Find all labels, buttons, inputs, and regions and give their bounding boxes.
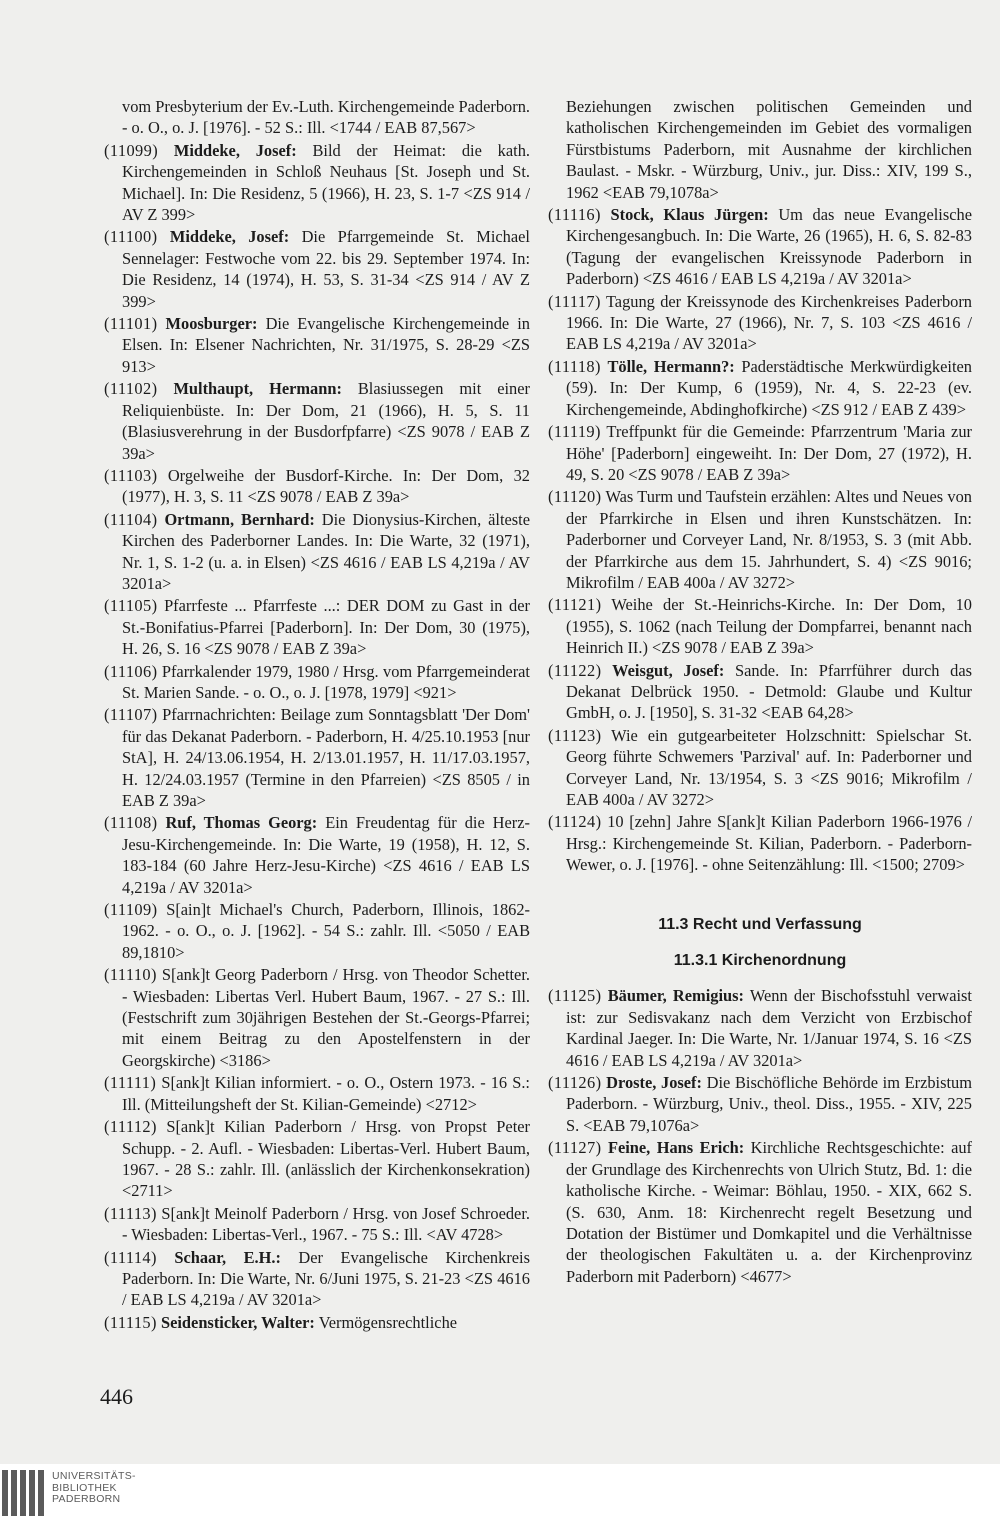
entry-text: Bild der Heimat: die kath. Kirchengemeinden in Schloß Neuhaus [St. Joseph und St. Michael]. In: Die Residenz, 5 (1966), H. 23, S. 1-7 <ZS 914 / AV Z 399>	[122, 140, 530, 225]
bibliography-entry	[548, 291, 972, 355]
bibliography-entry	[104, 1312, 530, 1333]
bibliography-entry	[548, 204, 972, 290]
entry-number: (11100)	[104, 227, 158, 247]
bibliography-entry	[548, 486, 972, 593]
entry-author: Seidensticker, Walter:	[160, 1312, 315, 1332]
entry-text: Orgelweihe der Busdorf-Kirche. In: Der Dom, 32 (1977), H. 3, S. 11 <ZS 9078 / EAB Z 39a>	[122, 465, 530, 507]
entry-number: (11123)	[548, 725, 602, 745]
entry-author: Ortmann, Bernhard:	[164, 509, 315, 529]
entry-text: Sande. In: Pfarrführer durch das Dekanat Delbrück 1950. - Detmold: Glaube und Kultur GmbH, o. J. [1950], S. 31-32 <EAB 64,28>	[566, 660, 972, 723]
entry-text: Weihe der St.-Heinrichs-Kirche. In: Der Dom, 10 (1955), S. 1062 (nach Teilung der Dompfarrei, benannt nach Heinrich II.) <ZS 9078 / EAB Z 39a>	[566, 595, 972, 658]
entry-text: S[ank]t Kilian Paderborn / Hrsg. von Propst Peter Schupp. - 2. Aufl. - Wiesbaden: Libertas-Verl. Hubert Baum, 1967. - 28 S.: zahlr. Ill. (anlässlich der Kirchenkonsekration) <2711>	[122, 1117, 530, 1201]
entry-number: (11111)	[104, 1073, 157, 1093]
bibliography-entry	[104, 465, 530, 508]
entry-continuation	[104, 96, 530, 139]
entry-text: Treffpunkt für die Gemeinde: Pfarrzentrum 'Maria zur Höhe' [Paderborn] eingeweiht. In: Der Dom, 27 (1972), H. 49, S. 20 <ZS 9078 / EAB Z 39a>	[566, 422, 972, 484]
entry-text: Ein Freudentag für die Herz-Jesu-Kirchengemeinde. In: Die Warte, 19 (1958), H. 12, S. 183-184 (60 Jahre Herz-Jesu-Kirche) <ZS 4616 / EAB LS 4,219a / AV 3201a>	[122, 813, 530, 897]
bibliography-entry	[548, 985, 972, 1071]
entry-number: (11126)	[548, 1073, 602, 1093]
entry-number: (11099)	[104, 140, 159, 160]
entry-text: S[ain]t Michael's Church, Paderborn, Illinois, 1862-1962. - o. O., o. J. [1962]. - 54 S.: zahlr. Ill. <5050 / EAB 89,1810>	[122, 900, 530, 962]
entry-number: (11119)	[548, 422, 601, 442]
entry-text: Die Dionysius-Kirchen, älteste Kirchen des Paderborner Landes. In: Die Warte, 32 (1971), Nr. 1, S. 1-2 (u. a. in Elsen) <ZS 4616 / EAB LS 4,219a / AV 3201a>	[122, 509, 530, 593]
entry-author: Middeke, Josef:	[169, 227, 290, 247]
right-column-entries	[548, 96, 972, 876]
bibliography-entry	[104, 226, 530, 312]
entry-text: 10 [zehn] Jahre S[ank]t Kilian Paderborn 1966-1976 / Hrsg.: Kirchengemeinde St. Kilian, Paderborn. - Paderborn-Wewer, o. J. [1976]. - ohne Seitenzählung: Ill. <1500; 2709>	[566, 812, 973, 875]
entry-number: (11107)	[104, 705, 158, 725]
entry-text: S[ank]t Georg Paderborn / Hrsg. von Theodor Schetter. - Wiesbaden: Libertas Verl. Hubert Baum, 1967. - 27 S.: Ill. (Festschrift zum 30jährigen Bestehen der St.-Georgs-Pfarrei; mit einem Beitrag zu den Apostelfenstern in der Georgskirche) <3186>	[122, 965, 530, 1070]
entry-text: S[ank]t Kilian informiert. - o. O., Ostern 1973. - 16 S.: Ill. (Mitteilungsheft der St. Kilian-Gemeinde) <2712>	[122, 1073, 530, 1114]
bibliography-entry	[104, 704, 530, 811]
entry-text: Um das neue Evangelische Kirchengesangbuch. In: Die Warte, 26 (1965), H. 6, S. 82-83 (Tagung der evangelischen Kreissynode Paderborn in Paderborn) <ZS 4616 / EAB LS 4,219a / AV 3201a>	[566, 205, 972, 289]
entry-number: (11127)	[548, 1138, 602, 1158]
library-name: UNIVERSITÄTS- BIBLIOTHEK PADERBORN	[52, 1470, 136, 1505]
entry-author: Stock, Klaus Jürgen:	[610, 205, 769, 225]
bibliography-entry	[104, 661, 530, 704]
entry-text: Wie ein gutgearbeiteter Holzschnitt: Spielschar St. Georg führte Schwemers 'Parzival' auf. In: Paderborner und Corveyer Land, Nr. 13/1954, S. 3 <ZS 9016; Mikrofilm / EAB 400a / AV 3272>	[566, 725, 972, 809]
entry-number: (11110)	[104, 965, 157, 985]
library-logo-icon	[2, 1470, 47, 1516]
bibliography-entry	[548, 1072, 972, 1136]
entry-number: (11112)	[104, 1117, 157, 1137]
entry-text: Vermögensrechtliche	[318, 1312, 458, 1332]
entry-number: (11118)	[548, 356, 601, 376]
section-heading: 11.3 Recht und Verfassung	[658, 915, 862, 933]
left-column	[104, 96, 530, 1334]
entry-author: Droste, Josef:	[606, 1073, 702, 1093]
entry-text: Kirchliche Rechtsgeschichte: auf der Grundlage des Kirchenrechts von Ulrich Stutz, Bd. 1: die katholische Kirche. - Weimar: Böhlau, 1950. - XIX, 662 S. (S. 630, Anm. 18: Kirchenrecht regelt Besetzung und Dotation der Bistümer und Domkapitel und die Verhältnisse der theologischen Fakultäten u. a. der Kirchenprovinz Paderborn mit Paderborn) <4677>	[566, 1138, 972, 1286]
bibliography-entry	[104, 1072, 530, 1115]
entry-number: (11114)	[104, 1247, 157, 1267]
entry-text: Die Pfarrgemeinde St. Michael Sennelager: Festwoche vom 22. bis 29. September 1974. In: Die Residenz, 14 (1974), H. 53, S. 31-34 <ZS 914 / AV Z 399>	[122, 227, 530, 311]
entry-number: (11109)	[104, 900, 158, 920]
bibliography-entry	[548, 811, 972, 875]
entry-author: Feine, Hans Erich:	[607, 1138, 745, 1158]
entry-number: (11103)	[104, 465, 158, 485]
bibliography-entry	[104, 812, 530, 898]
entry-text: Pfarrfeste ... Pfarrfeste ...: DER DOM zu Gast in der St.-Bonifatius-Pfarrei [Paderborn]. In: Der Dom, 30 (1975), H. 26, S. 16 <ZS 9078 / EAB Z 39a>	[122, 596, 530, 659]
entry-text: Was Turm und Taufstein erzählen: Altes und Neues von der Pfarrkirche in Elsen und ihren Kunstschätzen. In: Paderborner und Corveyer Land, Nr. 8/1953, S. 3 (mit Abb. der Pfarrkirche aus dem 15. Jahrhundert, S. 4) <ZS 9016; Mikrofilm / EAB 400a / AV 3272>	[566, 487, 972, 592]
bibliography-entry	[104, 1116, 530, 1202]
entry-number: (11113)	[104, 1203, 157, 1223]
bibliography-entry	[548, 660, 972, 724]
entry-author: Middeke, Josef:	[173, 140, 297, 160]
bibliography-entry	[104, 313, 530, 377]
bibliography-entry	[104, 140, 530, 226]
entry-number: (11121)	[548, 595, 602, 615]
bibliography-entry	[548, 421, 972, 485]
bibliography-entry	[104, 595, 530, 659]
entry-author: Ruf, Thomas Georg:	[165, 813, 318, 833]
bibliography-entry	[104, 899, 530, 963]
bibliography-entry	[104, 1247, 530, 1311]
bibliography-entry	[104, 964, 530, 1071]
entry-text: Paderstädtische Merkwürdigkeiten (59). In: Der Kump, 6 (1959), Nr. 4, S. 22-23 (ev. Kirchengemeinde, Abdinghofkirche) <ZS 912 / EAB Z 439>	[566, 356, 972, 419]
entry-text: Pfarrkalender 1979, 1980 / Hrsg. vom Pfarrgemeinderat St. Marien Sande. - o. O., o. J. [1978, 1979] <921>	[122, 661, 530, 702]
entry-author: Tölle, Hermann?:	[607, 356, 735, 376]
entry-number: (11124)	[548, 812, 602, 832]
entry-text: Die Evangelische Kirchengemeinde in Elsen. In: Elsener Nachrichten, Nr. 31/1975, S. 28-29 <ZS 913>	[122, 314, 531, 376]
bibliography-entry	[104, 509, 530, 595]
entry-number: (11102)	[104, 379, 158, 399]
entry-text: Beziehungen zwischen politischen Gemeinden und katholischen Kirchengemeinden im Gebiet des vormaligen Fürstbistums Paderborn, mit Ausnahme der kirchlichen Baulast. - Mskr. - Würzburg, Univ., jur. Diss.: XIV, 199 S., 1962 <EAB 79,1078a>	[566, 97, 972, 202]
entry-text: Die Bischöfliche Behörde im Erzbistum Paderborn. - Würzburg, Univ., theol. Diss., 1955. - XIV, 225 S. <EAB 79,1076a>	[566, 1073, 972, 1135]
entry-number: (11108)	[104, 813, 158, 833]
entry-number: (11115)	[104, 1312, 157, 1332]
entry-continuation	[548, 96, 972, 203]
right-column	[548, 96, 972, 1288]
entry-number: (11104)	[104, 509, 158, 529]
bibliography-entry	[548, 725, 972, 811]
entry-author: Moosburger:	[165, 314, 258, 334]
entry-text: Wenn der Bischofsstuhl verwaist ist: zur Sedisvakanz nach dem Verzicht von Erzbischof Kardinal Jaeger. In: Die Warte, Nr. 1/Januar 1974, S. 16 <ZS 4616 / EAB LS 4,219a / AV 3201a>	[566, 986, 972, 1070]
entry-text: Pfarrnachrichten: Beilage zum Sonntagsblatt 'Der Dom' für das Dekanat Paderborn. - Paderborn, H. 4/25.10.1953 [nur StA], H. 24/13.06.1954, H. 2/13.01.1957, H. 11/17.03.1957, H. 12/24.03.1957 (Termine in den Pfarreien) <ZS 8505 / in EAB Z 39a>	[122, 705, 530, 810]
entry-number: (11120)	[548, 487, 602, 507]
entry-number: (11101)	[104, 314, 158, 334]
entry-text: vom Presbyterium der Ev.-Luth. Kirchengemeinde Paderborn. - o. O., o. J. [1976]. - 52 S.: Ill. <1744 / EAB 87,567>	[122, 97, 530, 138]
entry-number: (11117)	[548, 291, 601, 311]
subsection-heading: 11.3.1 Kirchenordnung	[673, 952, 847, 970]
library-footer	[0, 1464, 1000, 1522]
entry-author: Weisgut, Josef:	[612, 660, 725, 680]
bibliography-entry	[548, 1137, 972, 1287]
entry-author: Multhaupt, Hermann:	[173, 379, 342, 399]
entry-author: Schaar, E.H.:	[174, 1247, 281, 1267]
bibliography-entry	[104, 378, 530, 464]
entry-number: (11105)	[104, 596, 158, 616]
entry-number: (11125)	[548, 986, 602, 1006]
bibliography-entry	[548, 594, 972, 658]
entry-number: (11106)	[104, 661, 158, 681]
right-column-entries-after	[548, 985, 972, 1287]
bibliography-entry	[104, 1203, 530, 1246]
entry-text: Der Evangelische Kirchenkreis Paderborn. In: Die Warte, Nr. 6/Juni 1975, S. 21-23 <ZS 4616 / EAB LS 4,219a / AV 3201a>	[122, 1247, 530, 1310]
entry-author: Bäumer, Remigius:	[607, 986, 744, 1006]
entry-number: (11122)	[548, 660, 602, 680]
entry-text: S[ank]t Meinolf Paderborn / Hrsg. von Josef Schroeder. - Wiesbaden: Libertas-Verl., 1967. - 75 S.: Ill. <AV 4728>	[122, 1203, 530, 1245]
bibliography-entry	[548, 356, 972, 420]
page-number: 446	[100, 1384, 133, 1409]
entry-text: Blasiussegen mit einer Reliquienbüste. In: Der Dom, 21 (1966), H. 5, S. 11 (Blasiusverehrung in der Busdorfpfarre) <ZS 9078 / EAB Z 39a>	[122, 379, 530, 463]
entry-text: Tagung der Kreissynode des Kirchenkreises Paderborn 1966. In: Die Warte, 27 (1966), Nr. 7, S. 103 <ZS 4616 / EAB LS 4,219a / AV 3201a>	[566, 291, 972, 354]
entry-number: (11116)	[548, 205, 601, 225]
